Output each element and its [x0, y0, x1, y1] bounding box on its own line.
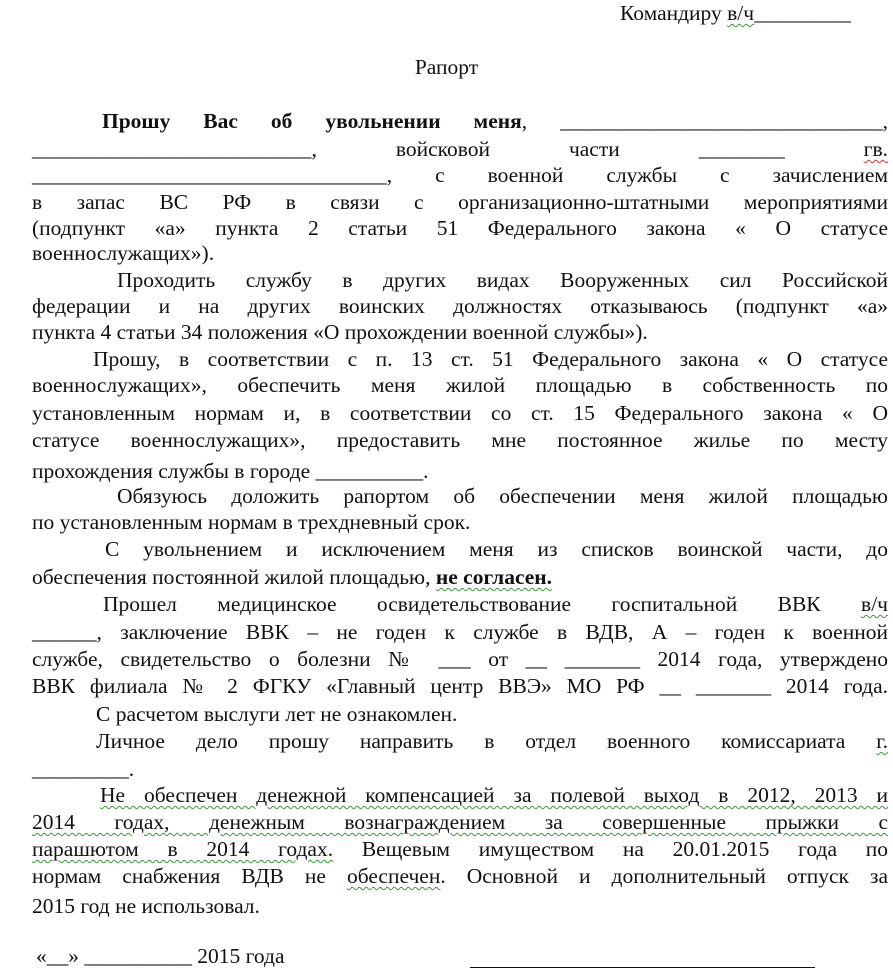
- p8-line: _________.: [32, 757, 135, 781]
- unit-blank: _________: [754, 1, 851, 25]
- p4-line: Обязуюсь доложить рапортом об обеспечении меня жилой площадью: [117, 484, 888, 508]
- p1-line: военнослужащих»).: [32, 241, 215, 265]
- document-title: Рапорт: [414, 55, 479, 79]
- p1-line: _________________________________, с военной службы с зачислением: [32, 163, 888, 187]
- p9-text: обеспечен: [346, 864, 441, 888]
- p1-text: __________________________, войсковой части ________: [32, 137, 785, 161]
- p6-line: [103, 591, 888, 618]
- p9-line: [32, 863, 888, 890]
- p1-text: , ______________________________,: [521, 109, 888, 133]
- p6-text: в/ч: [861, 592, 888, 616]
- p9-text: нормам снабжения ВДВ не: [32, 864, 347, 888]
- p9-line: [32, 809, 888, 836]
- p3-line: прохождения службы в городе __________.: [32, 459, 429, 483]
- p9-text: . Основной и дополнительный отпуск за: [440, 864, 889, 888]
- p6-text: Прошел медицинское освидетельствование госпитальной ВВК: [103, 592, 862, 616]
- p8-text: Личное дело прошу направить в отдел военного комиссариата: [96, 729, 877, 753]
- request-bold: Прошу Вас об увольнении меня: [102, 109, 522, 133]
- p9-text: 2014 годах, денежным вознаграждением за совершенные прыжки с: [32, 810, 888, 834]
- p4-line: по установленным нормам в трехдневный срок.: [32, 510, 471, 534]
- addressee: [620, 0, 888, 27]
- p3-line: военнослужащих», обеспечить меня жилой площадью в собственность по: [32, 373, 888, 397]
- p1-text: гв.: [863, 137, 889, 161]
- p9-text: парашютом в 2014 годах.: [32, 837, 334, 861]
- p9-line: 2015 год не использовал.: [32, 894, 260, 918]
- p7-line: С расчетом выслуги лет не ознакомлен.: [96, 702, 458, 726]
- p8-text: г.: [876, 729, 888, 753]
- unit-abbr: в/ч: [727, 1, 755, 25]
- p3-line: установленным нормам и, в соответствии со ст. 15 Федерального закона « О: [32, 401, 888, 425]
- p1-line: (подпункт «а» пункта 2 статьи 51 Федерального закона « О статусе: [32, 216, 888, 240]
- p3-line: Прошу, в соответствии с п. 13 ст. 51 Федерального закона « О статусе: [93, 347, 888, 371]
- p1-line: [102, 108, 888, 135]
- p6-line: ВВК филиала № 2 ФГКУ «Главный центр ВВЭ» МО РФ __ _______ 2014 года.: [32, 674, 888, 698]
- p9-text: Не обеспечен денежной компенсацией за полевой выход в 2012, 2013 и: [100, 783, 888, 807]
- p3-line: статусе военнослужащих», предоставить мне постоянное жилье по месту: [32, 428, 888, 452]
- p6-line: службе, свидетельство о болезни № ___ от __ _______ 2014 года, утверждено: [32, 647, 888, 671]
- date-line: «__» __________ 2015 года: [36, 944, 285, 968]
- p2-line: Проходить службу в других видах Вооруженных сил Российской: [117, 268, 888, 292]
- not-agree-bold: не согласен.: [435, 565, 553, 589]
- p9-text: Вещевым имуществом на 20.01.2015 года по: [361, 837, 888, 861]
- p5-line: С увольнением и исключением меня из списков воинской части, до: [105, 537, 888, 561]
- p1-line: [32, 136, 888, 163]
- p9-line: [100, 782, 888, 809]
- p5-text: обеспечения постоянной жилой площадью,: [32, 565, 436, 589]
- p5-line: [32, 564, 888, 591]
- p6-line: ______, заключение ВВК – не годен к службе в ВДВ, А – годен к военной: [32, 620, 888, 644]
- p2-line: пункта 4 статьи 34 положения «О прохождении военной службы»).: [32, 320, 648, 344]
- p8-line: [96, 728, 888, 755]
- signature-line: [470, 967, 815, 968]
- p9-line: [32, 836, 888, 863]
- p2-line: федерации и на других воинских должностях отказываюсь (подпункт «а»: [32, 294, 888, 318]
- p1-line: в запас ВС РФ в связи с организационно-штатными мероприятиями: [32, 190, 888, 214]
- addressee-text: Командиру: [620, 1, 728, 25]
